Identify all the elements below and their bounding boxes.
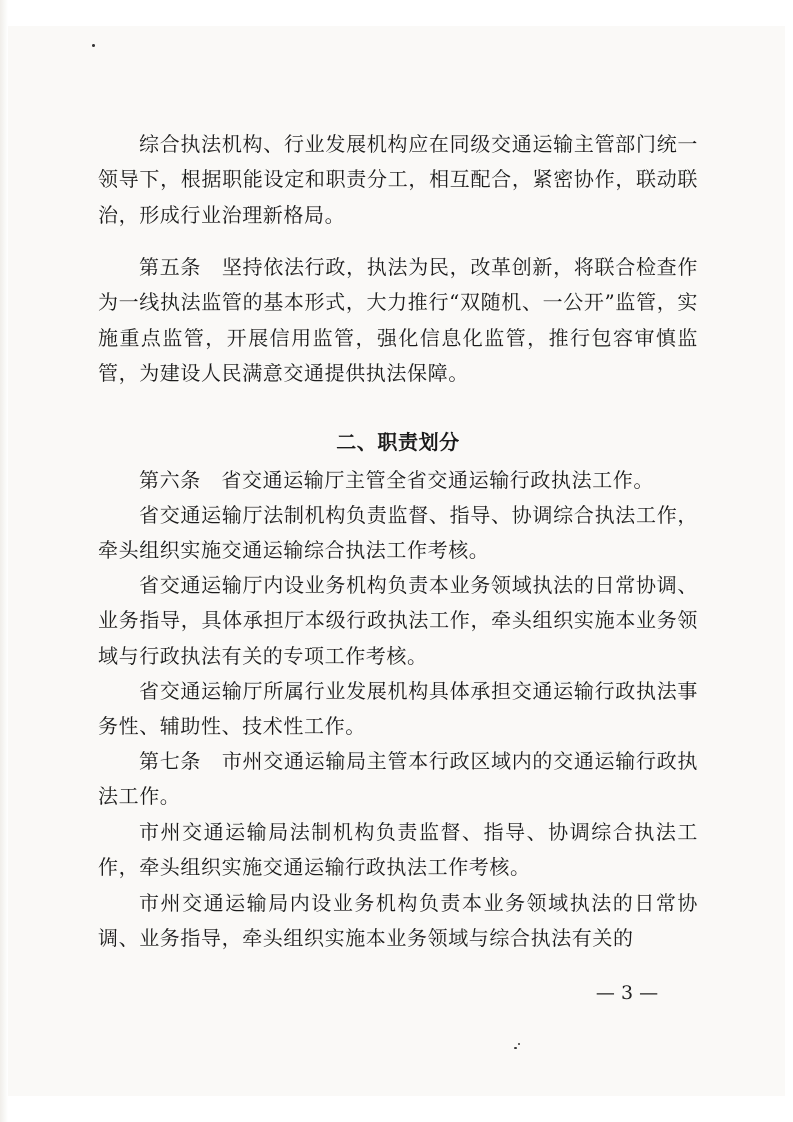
article-7-text: 市州交通运输局主管本行政区域内的交通运输行政执法工作。	[98, 749, 698, 809]
page-number: — 3 —	[595, 982, 659, 1004]
paragraph-internal-business: 省交通运输厅内设业务机构负责本业务领域执法的日常协调、业务指导，具体承担厅本级行政执法工作，牵头组织实施本业务领域与行政执法有关的专项工作考核。	[98, 573, 698, 668]
scan-speck	[518, 1043, 520, 1045]
paragraph-industry-development: 省交通运输厅所属行业发展机构具体承担交通运输行政执法事务性、辅助性、技术性工作。	[98, 679, 698, 739]
paragraph-coordination: 综合执法机构、行业发展机构应在同级交通运输主管部门统一领导下，根据职能设定和职责分工，相互配合，紧密协作，联动联治，形成行业治理新格局。	[98, 132, 698, 227]
article-7-label: 第七条	[139, 749, 202, 773]
article-6-text: 省交通运输厅主管全省交通运输行政执法工作。	[200, 468, 655, 492]
paragraph-city-internal-business: 市州交通运输局内设业务机构负责本业务领域执法的日常协调、业务指导，牵头组织实施本业务领域与综合执法有关的	[98, 891, 698, 951]
article-7	[98, 744, 698, 815]
article-5-text: 坚持依法行政，执法为民，改革创新，将联合检查作为一线执法监管的基本形式，大力推行“双随机、一公开”监管，实施重点监管，开展信用监管，强化信息化监管，推行包容审慎监管，为建设人民满意交通提供执法保障。	[98, 255, 698, 386]
paragraph-legal-institution: 省交通运输厅法制机构负责监督、指导、协调综合执法工作，牵头组织实施交通运输综合执法工作考核。	[98, 503, 698, 563]
article-5-label: 第五条	[139, 255, 202, 279]
article-6	[98, 463, 698, 498]
scan-speck	[514, 1047, 517, 1049]
article-5	[98, 250, 698, 392]
section-heading-duties: 二、职责划分	[336, 430, 460, 454]
article-6-label: 第六条	[139, 468, 201, 492]
scan-edge	[0, 0, 8, 1122]
paragraph-city-legal-institution: 市州交通运输局法制机构负责监督、指导、协调综合执法工作，牵头组织实施交通运输行政执法工作考核。	[98, 820, 698, 880]
scan-speck	[92, 44, 95, 47]
